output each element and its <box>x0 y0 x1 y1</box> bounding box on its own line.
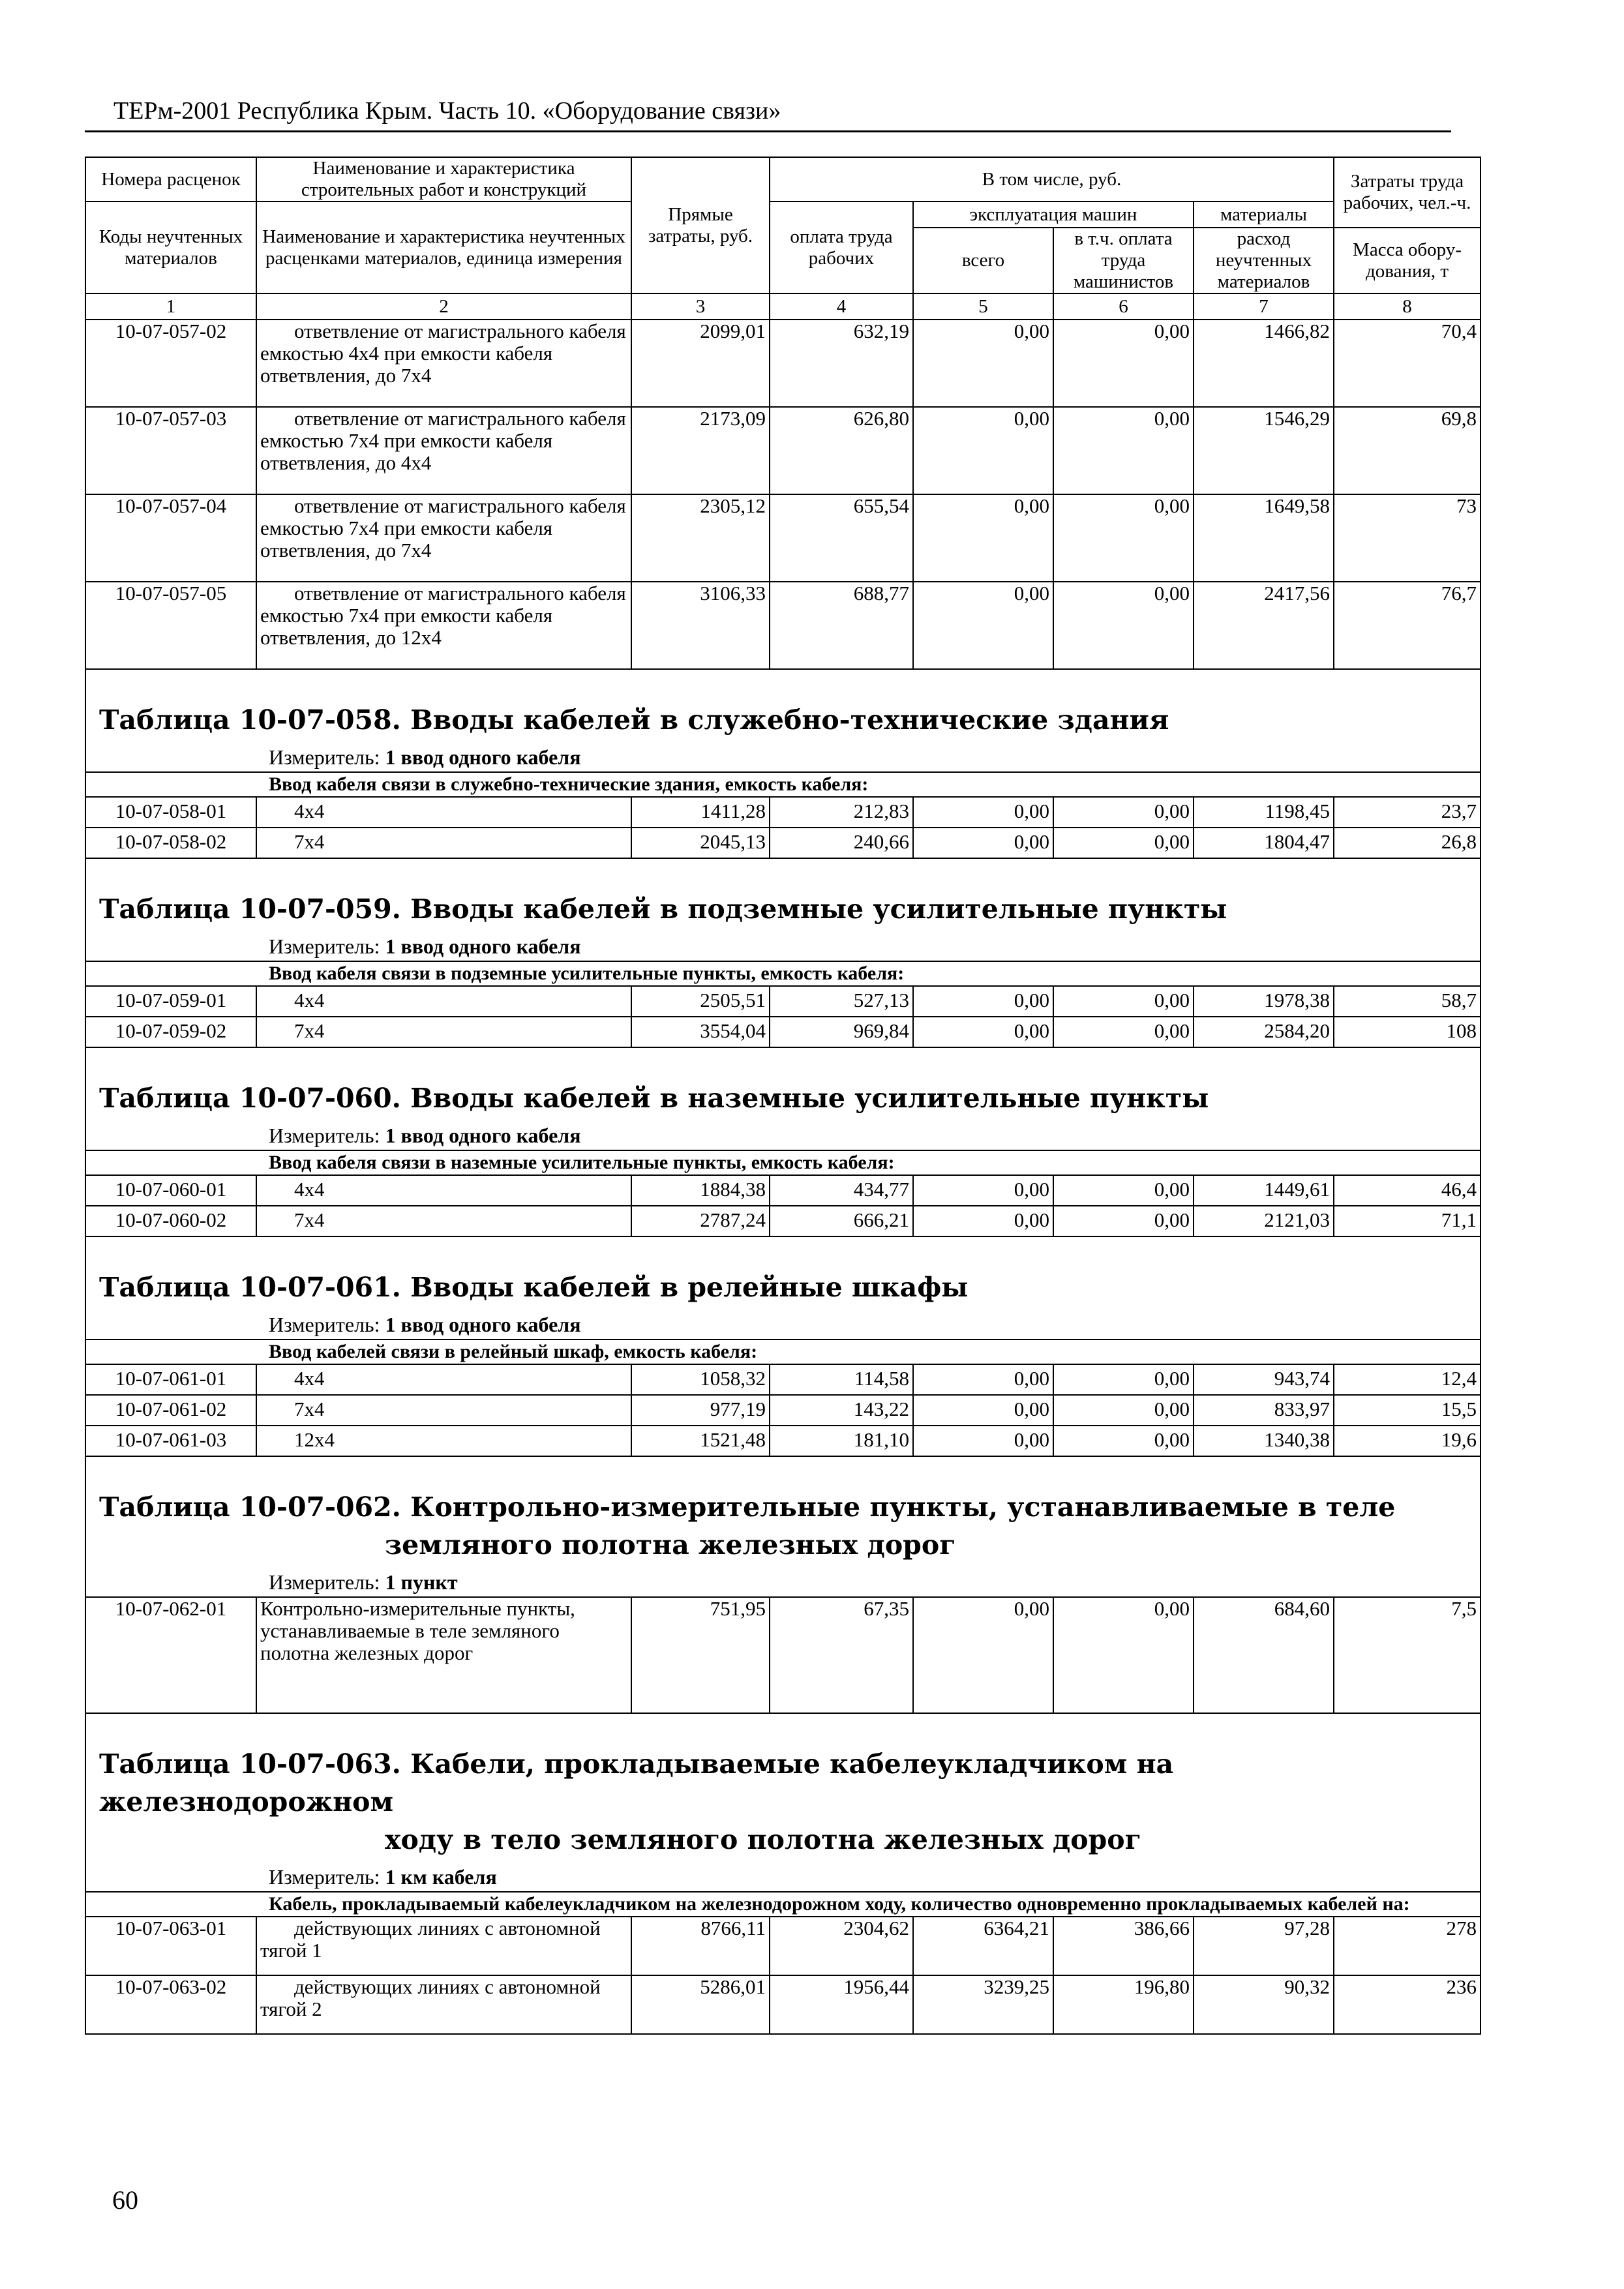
labor-pay: 181,10 <box>770 1426 913 1456</box>
materials-cost: 1649,58 <box>1194 494 1334 582</box>
labor-pay: 632,19 <box>770 320 913 407</box>
rate-code: 10-07-062-01 <box>85 1597 256 1713</box>
table-row <box>85 1017 1481 1047</box>
meter-label: Измеритель: <box>269 935 380 958</box>
labor-hours: 76,7 <box>1334 582 1481 669</box>
meter-label: Измеритель: <box>269 745 380 769</box>
materials-cost: 1978,38 <box>1194 986 1334 1017</box>
table-body <box>85 320 1481 2034</box>
machines-total: 0,00 <box>913 1364 1053 1395</box>
meter-value: 1 пункт <box>385 1570 458 1594</box>
labor-hours: 71,1 <box>1334 1206 1481 1236</box>
direct-cost: 2045,13 <box>631 828 770 858</box>
machinist-pay: 0,00 <box>1053 1597 1194 1713</box>
machines-total: 0,00 <box>913 407 1053 494</box>
labor-pay: 1956,44 <box>770 1975 913 2034</box>
table-row <box>85 320 1481 407</box>
table-title-062-line1: Таблица 10-07-062. Контрольно-измерительные пункты, устанавливаемые в теле <box>99 1491 1396 1523</box>
table-row <box>85 828 1481 858</box>
materials-cost: 2121,03 <box>1194 1206 1334 1236</box>
machinist-pay: 0,00 <box>1053 582 1194 669</box>
section-header-060: Ввод кабеля связи в наземные усилительные пункты, емкость кабеля: <box>85 1150 1481 1175</box>
rate-name: действующих линиях с автономной тягой 2 <box>256 1975 631 2034</box>
table-row <box>85 1395 1481 1426</box>
rate-code: 10-07-057-02 <box>85 320 256 407</box>
labor-pay: 527,13 <box>770 986 913 1017</box>
table-row <box>85 986 1481 1017</box>
rate-code: 10-07-061-02 <box>85 1395 256 1426</box>
table-title-063-line1: Таблица 10-07-063. Кабели, прокладываемые кабелеукладчиком на железнодорожном <box>99 1748 1174 1818</box>
rate-name: 4х4 <box>256 797 631 828</box>
rate-name: ответвление от магистрального кабеля емкостью 7х4 при емкости кабеля ответвления, до 4х4 <box>256 407 631 494</box>
table-title-063-line2: ходу в тело земляного полотна железных дорог <box>385 1824 1141 1855</box>
rate-code: 10-07-059-01 <box>85 986 256 1017</box>
machines-total: 0,00 <box>913 1175 1053 1206</box>
materials-cost: 2417,56 <box>1194 582 1334 669</box>
rate-code: 10-07-058-01 <box>85 797 256 828</box>
rate-name: ответвление от магистрального кабеля емкостью 7х4 при емкости кабеля ответвления, до 12х4 <box>256 582 631 669</box>
col-number: 6 <box>1053 293 1194 320</box>
table-row <box>85 1364 1481 1395</box>
labor-hours: 23,7 <box>1334 797 1481 828</box>
materials-cost: 2584,20 <box>1194 1017 1334 1047</box>
materials-cost: 1198,45 <box>1194 797 1334 828</box>
col1-bottom-header: Коды неучтенных материалов <box>85 202 256 293</box>
rate-code: 10-07-061-03 <box>85 1426 256 1456</box>
direct-cost: 3554,04 <box>631 1017 770 1047</box>
labor-hours: 236 <box>1334 1975 1481 2034</box>
table-title-058: Таблица 10-07-058. Вводы кабелей в служебно-технические здания <box>85 669 1481 743</box>
direct-cost: 751,95 <box>631 1597 770 1713</box>
col1-top-header: Номера расценок <box>85 157 256 202</box>
direct-cost: 1884,38 <box>631 1175 770 1206</box>
rate-name: 7х4 <box>256 1206 631 1236</box>
labor-hours: 26,8 <box>1334 828 1481 858</box>
direct-cost: 2305,12 <box>631 494 770 582</box>
rate-name: Контрольно-измерительные пункты, устанавливаемые в теле земляного полотна железных дорог <box>256 1597 631 1713</box>
labor-pay: 666,21 <box>770 1206 913 1236</box>
labor-pay: 626,80 <box>770 407 913 494</box>
col6-header: в т.ч. оплата труда машинистов <box>1053 228 1194 293</box>
in-total-header: В том числе, руб. <box>770 157 1334 202</box>
machines-total: 0,00 <box>913 320 1053 407</box>
direct-cost: 8766,11 <box>631 1917 770 1975</box>
direct-cost: 1058,32 <box>631 1364 770 1395</box>
table-title-062 <box>85 1456 1481 1568</box>
table-row <box>85 1426 1481 1456</box>
labor-pay: 212,83 <box>770 797 913 828</box>
machines-total: 0,00 <box>913 494 1053 582</box>
labor-hours: 19,6 <box>1334 1426 1481 1456</box>
table-title-060: Таблица 10-07-060. Вводы кабелей в наземные усилительные пункты <box>85 1047 1481 1121</box>
table-row <box>85 407 1481 494</box>
table-title-062-line2: земляного полотна железных дорог <box>385 1529 956 1561</box>
labor-hours: 46,4 <box>1334 1175 1481 1206</box>
labor-hours: 70,4 <box>1334 320 1481 407</box>
materials-cost: 1340,38 <box>1194 1426 1334 1456</box>
header-rule <box>85 130 1451 132</box>
labor-pay: 434,77 <box>770 1175 913 1206</box>
page-number: 60 <box>112 2185 138 2215</box>
meter-060 <box>85 1121 1481 1150</box>
machines-total: 0,00 <box>913 986 1053 1017</box>
machines-total: 6364,21 <box>913 1917 1053 1975</box>
labor-hours: 58,7 <box>1334 986 1481 1017</box>
machinist-pay: 196,80 <box>1053 1975 1194 2034</box>
labor-hours: 69,8 <box>1334 407 1481 494</box>
rate-name: 4х4 <box>256 1175 631 1206</box>
meter-value: 1 ввод одного кабеля <box>385 1124 581 1147</box>
rate-code: 10-07-057-03 <box>85 407 256 494</box>
rate-name: ответвление от магистрального кабеля емкостью 4х4 при емкости кабеля ответвления, до 7х4 <box>256 320 631 407</box>
direct-cost: 2505,51 <box>631 986 770 1017</box>
rate-code: 10-07-063-01 <box>85 1917 256 1975</box>
section-header-059: Ввод кабеля связи в подземные усилительные пункты, емкость кабеля: <box>85 961 1481 986</box>
meter-label: Измеритель: <box>269 1865 380 1889</box>
rate-name: 12х4 <box>256 1426 631 1456</box>
col8-top-header: Затраты труда рабочих, чел.-ч. <box>1334 157 1481 228</box>
col2-top-header: Наименование и характеристика строительных работ и конструкций <box>256 157 631 202</box>
table-row <box>85 797 1481 828</box>
materials-header: материалы <box>1194 202 1334 228</box>
machinist-pay: 0,00 <box>1053 1206 1194 1236</box>
labor-pay: 114,58 <box>770 1364 913 1395</box>
rate-name: действующих линиях с автономной тягой 1 <box>256 1917 631 1975</box>
rate-name: 7х4 <box>256 1017 631 1047</box>
col-number: 4 <box>770 293 913 320</box>
table-title-063 <box>85 1713 1481 1863</box>
materials-cost: 90,32 <box>1194 1975 1334 2034</box>
col-number: 3 <box>631 293 770 320</box>
meter-label: Измеритель: <box>269 1570 380 1594</box>
machines-total: 0,00 <box>913 1597 1053 1713</box>
table-row <box>85 1175 1481 1206</box>
col-number: 8 <box>1334 293 1481 320</box>
materials-cost: 943,74 <box>1194 1364 1334 1395</box>
col-number: 2 <box>256 293 631 320</box>
rate-code: 10-07-058-02 <box>85 828 256 858</box>
machines-header: эксплуатация машин <box>913 202 1194 228</box>
rate-name: ответвление от магистрального кабеля емкостью 7х4 при емкости кабеля ответвления, до 7х4 <box>256 494 631 582</box>
col8-bottom-header: Масса обору-дования, т <box>1334 228 1481 293</box>
meter-059 <box>85 932 1481 961</box>
col3-header: Прямые затраты, руб. <box>631 157 770 293</box>
machinist-pay: 0,00 <box>1053 986 1194 1017</box>
direct-cost: 5286,01 <box>631 1975 770 2034</box>
section-header-061: Ввод кабелей связи в релейный шкаф, емкость кабеля: <box>85 1339 1481 1364</box>
rate-name: 4х4 <box>256 1364 631 1395</box>
machinist-pay: 0,00 <box>1053 407 1194 494</box>
machines-total: 3239,25 <box>913 1975 1053 2034</box>
meter-value: 1 ввод одного кабеля <box>385 1313 581 1336</box>
labor-pay: 67,35 <box>770 1597 913 1713</box>
labor-pay: 655,54 <box>770 494 913 582</box>
table-row <box>85 1597 1481 1713</box>
direct-cost: 1521,48 <box>631 1426 770 1456</box>
section-header-063: Кабель, прокладываемый кабелеукладчиком на железнодорожном ходу, количество одновременно прокладываемых кабелей на: <box>85 1892 1481 1917</box>
labor-hours: 73 <box>1334 494 1481 582</box>
labor-hours: 278 <box>1334 1917 1481 1975</box>
materials-cost: 1804,47 <box>1194 828 1334 858</box>
materials-cost: 1449,61 <box>1194 1175 1334 1206</box>
meter-label: Измеритель: <box>269 1124 380 1147</box>
labor-pay: 240,66 <box>770 828 913 858</box>
meter-label: Измеритель: <box>269 1313 380 1336</box>
direct-cost: 2787,24 <box>631 1206 770 1236</box>
labor-hours: 7,5 <box>1334 1597 1481 1713</box>
labor-hours: 12,4 <box>1334 1364 1481 1395</box>
rate-name: 4х4 <box>256 986 631 1017</box>
machinist-pay: 0,00 <box>1053 1395 1194 1426</box>
materials-cost: 97,28 <box>1194 1917 1334 1975</box>
direct-cost: 3106,33 <box>631 582 770 669</box>
col4-header: оплата труда рабочих <box>770 202 913 293</box>
document-body <box>85 157 1480 2035</box>
col-number: 7 <box>1194 293 1334 320</box>
table-title-059: Таблица 10-07-059. Вводы кабелей в подземные усилительные пункты <box>85 858 1481 932</box>
machinist-pay: 0,00 <box>1053 797 1194 828</box>
machines-total: 0,00 <box>913 828 1053 858</box>
rate-code: 10-07-061-01 <box>85 1364 256 1395</box>
materials-cost: 833,97 <box>1194 1395 1334 1426</box>
rate-code: 10-07-060-02 <box>85 1206 256 1236</box>
direct-cost: 2099,01 <box>631 320 770 407</box>
materials-cost: 1546,29 <box>1194 407 1334 494</box>
table-row <box>85 1206 1481 1236</box>
col5-header: всего <box>913 228 1053 293</box>
labor-pay: 688,77 <box>770 582 913 669</box>
machines-total: 0,00 <box>913 1017 1053 1047</box>
section-header-058: Ввод кабеля связи в служебно-технические здания, емкость кабеля: <box>85 772 1481 797</box>
machinist-pay: 0,00 <box>1053 1426 1194 1456</box>
machinist-pay: 0,00 <box>1053 320 1194 407</box>
machinist-pay: 0,00 <box>1053 828 1194 858</box>
table-header <box>85 157 1481 320</box>
direct-cost: 2173,09 <box>631 407 770 494</box>
machinist-pay: 386,66 <box>1053 1917 1194 1975</box>
direct-cost: 977,19 <box>631 1395 770 1426</box>
rate-code: 10-07-063-02 <box>85 1975 256 2034</box>
table-row <box>85 1917 1481 1975</box>
labor-hours: 15,5 <box>1334 1395 1481 1426</box>
price-table <box>85 157 1481 2035</box>
labor-pay: 969,84 <box>770 1017 913 1047</box>
table-row <box>85 582 1481 669</box>
materials-cost: 1466,82 <box>1194 320 1334 407</box>
meter-value: 1 ввод одного кабеля <box>385 935 581 958</box>
machines-total: 0,00 <box>913 1206 1053 1236</box>
meter-value: 1 ввод одного кабеля <box>385 745 581 769</box>
meter-061 <box>85 1310 1481 1339</box>
machinist-pay: 0,00 <box>1053 1017 1194 1047</box>
machines-total: 0,00 <box>913 1395 1053 1426</box>
col2-bottom-header: Наименование и характеристика неучтенных расценками материалов, единица измерения <box>256 202 631 293</box>
page-header: ТЕРм-2001 Республика Крым. Часть 10. «Оборудование связи» <box>113 97 781 125</box>
meter-value: 1 км кабеля <box>385 1865 497 1889</box>
table-title-061: Таблица 10-07-061. Вводы кабелей в релейные шкафы <box>85 1236 1481 1310</box>
rate-code: 10-07-057-05 <box>85 582 256 669</box>
col-number: 5 <box>913 293 1053 320</box>
meter-063 <box>85 1863 1481 1892</box>
machinist-pay: 0,00 <box>1053 1175 1194 1206</box>
machinist-pay: 0,00 <box>1053 494 1194 582</box>
meter-058 <box>85 743 1481 772</box>
meter-062 <box>85 1568 1481 1597</box>
labor-pay: 2304,62 <box>770 1917 913 1975</box>
labor-hours: 108 <box>1334 1017 1481 1047</box>
rate-name: 7х4 <box>256 1395 631 1426</box>
table-row <box>85 1975 1481 2034</box>
machines-total: 0,00 <box>913 797 1053 828</box>
materials-cost: 684,60 <box>1194 1597 1334 1713</box>
col7-header: расход неучтенных материалов <box>1194 228 1334 293</box>
table-row <box>85 494 1481 582</box>
machines-total: 0,00 <box>913 582 1053 669</box>
labor-pay: 143,22 <box>770 1395 913 1426</box>
machinist-pay: 0,00 <box>1053 1364 1194 1395</box>
rate-name: 7х4 <box>256 828 631 858</box>
rate-code: 10-07-059-02 <box>85 1017 256 1047</box>
col-number: 1 <box>85 293 256 320</box>
rate-code: 10-07-060-01 <box>85 1175 256 1206</box>
direct-cost: 1411,28 <box>631 797 770 828</box>
rate-code: 10-07-057-04 <box>85 494 256 582</box>
machines-total: 0,00 <box>913 1426 1053 1456</box>
